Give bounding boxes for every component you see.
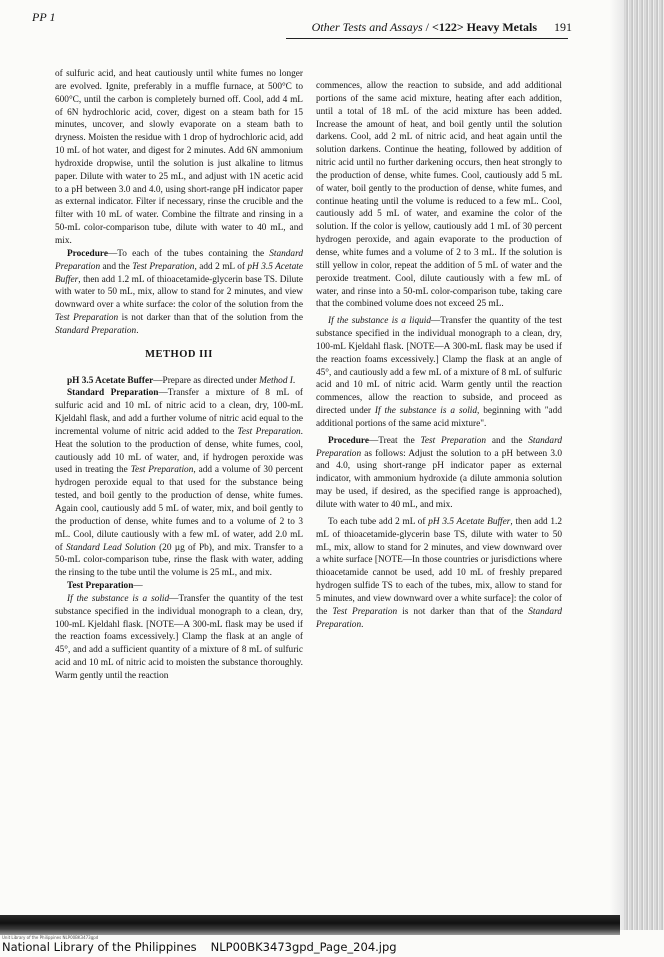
tube-paragraph [316,516,562,632]
text-run: and the [100,261,133,272]
test-preparation-heading: Test Preparation [67,581,134,592]
text-run: . [361,619,364,630]
scan-bottom-band [0,915,620,935]
text-run: Standard Preparation [55,325,137,336]
liquid-substance-paragraph [316,315,562,431]
standard-preparation-heading: Standard Preparation [67,388,159,399]
text-run: Standard Preparation [55,248,303,272]
text-run: —Treat the [368,435,421,446]
scan-edge-shadow [610,0,624,930]
header-separator: / [425,20,429,34]
text-run: Test Preparation [130,465,194,476]
paragraph: of sulfuric acid, and heat cautiously until white fumes no longer are evolved. Ignite, preferably in a muffle furnace, at 500°C to 600°C, until the carbon is completely burned off. Cool, add 4 mL of 6N hydrochloric acid, cover, digest on a steam bath for 15 minutes, uncover, and slowly evaporate on a steam bath to dryness. Moisten the residue with 1 drop of hydrochloric acid, add 10 mL of hot water, and digest for 2 minutes. Add 6N ammonium hydroxide dropwise, until the solution is just alkaline to litmus paper. Dilute with water to 25 mL, and adjust with 1N acetic acid to a pH between 3.0 and 4.0, using short-range pH indicator paper as external indicator. Filter if necessary, rinse the crucible and the filter with 10 mL of water. Combine the filtrate and rinsing in a 50-mL color-comparison tube, dilute with water to 40 mL, and mix. [55,69,303,246]
text-run: Test Preparation [420,435,487,446]
text-run: , then add 1.2 mL of thioacetamide-glycerin base TS. Dilute with water to 50 mL, mix, allow to stand for 2 minutes, and view downward over a white surface: the color of the solution from the [55,274,303,311]
page-number: 191 [554,20,572,34]
text-run: . [136,325,139,336]
right-column [316,80,562,631]
header-left-label: PP 1 [32,10,56,24]
text-run: To each tube add 2 mL of [328,516,429,527]
scan-edge-noise [624,0,664,930]
procedure-paragraph [55,248,303,338]
text-run: , then add 1.2 mL of thioacetamide-glycerin base TS, dilute with water to 50 mL, mix, allow to stand for 2 minutes, and view downward over a white surface [NOTE—In those countries or jurisdictions where thioacetamide cannot be used, add 10 mL of freshly prepared hydrogen sulfide TS to each of the tubes, mix, allow to stand for 5 minutes, and view downward over a white surface]: the color of the [316,516,562,617]
procedure-heading: Procedure [67,248,108,259]
text-run: , add a volume of 30 percent hydrogen peroxide equal to that used for the substance being tested, and boil gently to the production of dense, white fumes. Again cool, cautiously add 5 mL of water, mix, and boil gently to the production of dense, white fumes and to a volume of 2 to 3 mL. Cool, dilute cautiously with a few mL of water, add 2.0 mL of [55,465,303,553]
text-run: as follows: Adjust the solution to a pH between 3.0 and 4.0, using short-range pH indicator paper as external indicator, with ammonium hydroxide (a dilute ammonia solution may be used, if desired, as the specified range is approached), dilute with water to 40 mL, and mix. [316,448,562,510]
header-chapter-title: <122> Heavy Metals [432,20,537,34]
left-column [55,68,303,683]
method-heading: METHOD III [145,348,213,360]
text-run: (20 µg of Pb), and mix. Transfer to a 50-mL color-comparison tube, rinse the flask with water, adding the rinsing to the tube until the volume is 25 mL, and mix. [55,542,303,579]
buffer-heading: pH 3.5 Acetate Buffer [67,375,154,386]
text-run: Standard Preparation [316,606,562,630]
text-run: pH 3.5 Acetate Buffer [428,516,511,527]
file-name: NLP00BK3473gpd_Page_204.jpg [210,940,397,954]
text-run: — [133,581,143,592]
header-rule [286,38,568,39]
text-run: Test Preparation [55,313,119,324]
text-run: —Transfer the quantity of the test substance specified in the individual monograph to a clean, dry, 100-mL Kjeldahl flask. [NOTE—A 300-mL flask may be used if the reaction foams excessively.] Clamp the flask at an angle of 45°, and add a sufficient quantity of a mixture of 8 mL of sulfuric acid and 10 mL of nitric acid to moisten the substance thoroughly. Warm gently until the reaction [55,593,303,681]
text-run: is not darker than that of the [397,606,529,617]
text-run: Test Preparation [237,426,301,437]
text-run: If the substance is a liquid [328,316,431,327]
text-run: —Transfer a mixture of 8 mL of sulfuric acid and 10 mL of nitric acid to a clean, dry, 100-mL Kjeldahl flask, and add a further volume of nitric acid equal to the incremental volume of nitric acid added to the [55,388,303,437]
text-run: Method I [259,375,293,386]
text-run: —Transfer the quantity of the test substance specified in the individual monograph to a clean, dry, 100-mL Kjeldahl flask. [NOTE—A 300-mL flask may be used if the reaction foams excessively.] Clamp the flask at an angle of 45°, and cautiously add a few mL of a mixture of 8 mL of sulfuric acid and 10 mL of nitric acid. Warm gently until the reaction commences, allow the reaction to subside, and proceed as directed under [316,316,562,417]
text-run: If the substance is a solid [67,593,170,604]
text-run: —Prepare as directed under [153,375,260,386]
scan-footer [2,940,397,954]
standard-preparation-paragraph [55,387,303,580]
text-run: Test Preparation [332,606,398,617]
text-run: , beginning with "add additional portions of the same acid mixture". [316,406,562,429]
text-run: , add 2 mL of [194,261,248,272]
scan-tiny-label: Unit Library of the Philippines NLP00BK3473gpd [2,935,99,940]
text-run: and the [486,435,529,446]
library-name: National Library of the Philippines [2,940,197,954]
header-section-title: Other Tests and Assays [311,20,423,34]
procedure-heading: Procedure [328,435,369,446]
text-run: . [292,375,296,386]
procedure-paragraph [316,435,562,512]
text-run: If the substance is a solid [374,406,478,417]
text-run: Standard Preparation [316,435,562,459]
solid-substance-paragraph [55,593,303,683]
paragraph: commences, allow the reaction to subside, and add additional portions of the same acid mixture, heating after each addition, until a total of 18 mL of the acid mixture has been added. Increase the amount of heat, and boil gently until the solution darkens. Cool, add 2 mL of nitric acid, and heat again until the solution darkens. Continue the heating, followed by addition of nitric acid until no further darkening occurs, then heat strongly to the production of dense, white fumes. Cool, cautiously add 5 mL of water, boil gently to the production of dense, white fumes, and continue heating until the volume is reduced to a few mL. Cool, cautiously add 5 mL of water, and examine the color of the solution. If the color is yellow, cautiously add 1 mL of 30 percent hydrogen peroxide, and again evaporate to the production of dense, white fumes and a volume of 2 to 3 mL. If the solution is still yellow in color, repeat the addition of 5 mL of water and the peroxide treatment. Cool, dilute cautiously with a few mL of water, and rinse into a 50-mL color-comparison tube, taking care that the combined volume does not exceed 25 mL. [316,81,562,310]
buffer-paragraph [55,375,303,388]
text-run: . Heat the solution to the production of dense, white fumes, cool, cautiously add 10 mL of water, and, if hydrogen peroxide was used in treating the [55,426,303,476]
running-header [312,20,572,35]
text-run: —To each of the tubes containing the [107,248,270,259]
text-run: Standard Lead Solution [66,542,156,553]
text-run: Test Preparation [132,261,195,272]
text-run: pH 3.5 Acetate Buffer [55,261,303,285]
text-run: is not darker than that of the solution from the [118,313,303,324]
test-preparation-paragraph [55,580,303,593]
